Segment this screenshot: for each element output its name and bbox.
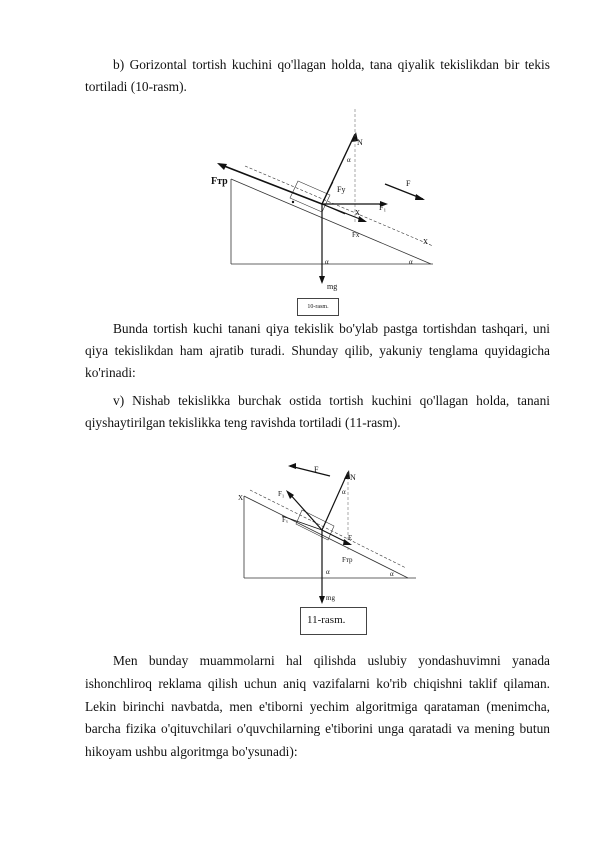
label-alpha-1: α <box>342 488 346 496</box>
label-x-axis: X <box>238 494 244 502</box>
label-x-axis: X <box>423 238 429 246</box>
paragraph-4: Men bunday muammolarni hal qilishda uslubiy yondashuvimni yanada ishonchliroq reklama qilish uchun aniq vazifalarni ko'rib chiqishni taklif qilaman. Lekin birinchi navbatda, men e'tiborni yechim algoritmiga qarataman (menimcha, barcha fizika o'qituvchilari o'quvchilarning e'tiborini unga qaratadi va mening butun hikoyam ushbu algoritmga bo'ysunadi): <box>85 653 550 760</box>
label-ftp: Fтр <box>342 556 353 564</box>
label-n: N <box>350 473 356 482</box>
label-e: E <box>348 534 353 542</box>
label-mg: mg <box>327 282 338 291</box>
paragraph-3: v) Nishab tekislikka burchak ostida tortish kuchini qo'llagan holda, tanani qiyshaytirilgan tekislikka teng ravishda tortiladi (11-rasm). <box>85 393 550 430</box>
label-alpha-2: α <box>325 258 329 266</box>
label-ftp: Fтр <box>211 176 228 187</box>
label-n: N <box>357 138 363 147</box>
label-fy-small: F₁ <box>379 203 387 212</box>
label-fy: F₁ <box>278 490 285 498</box>
label-x-vec: X <box>355 209 361 217</box>
paragraph-1: b) Gorizontal tortish kuchini qo'llagan holda, tana qiyalik tekislikdan bir tekis tortiladi (10-rasm). <box>85 57 550 94</box>
label-fx: Fx <box>352 231 360 239</box>
figure-10-caption: 10-rasm. <box>297 298 339 316</box>
figure-11 <box>230 450 420 610</box>
label-mg: mg <box>326 594 335 602</box>
figure-11-caption: 11-rasm. <box>300 607 367 635</box>
label-alpha-3: α <box>390 570 394 578</box>
label-alpha-1: α <box>347 156 351 164</box>
label-f: F <box>314 465 319 474</box>
label-alpha-2: α <box>326 568 330 576</box>
label-alpha-3: α <box>409 258 413 266</box>
figure-10 <box>205 104 445 296</box>
label-fx: Fₓ <box>282 516 288 524</box>
label-f: F <box>406 179 411 188</box>
label-fy: Fу <box>337 185 346 194</box>
paragraph-2: Bunda tortish kuchi tanani qiya tekislik bo'ylab pastga tortishdan tashqari, uni qiya tekislikdan ham ajratib turadi. Shunday qilib, yakuniy tenglama quyidagicha ko'rinadi: <box>85 321 550 380</box>
